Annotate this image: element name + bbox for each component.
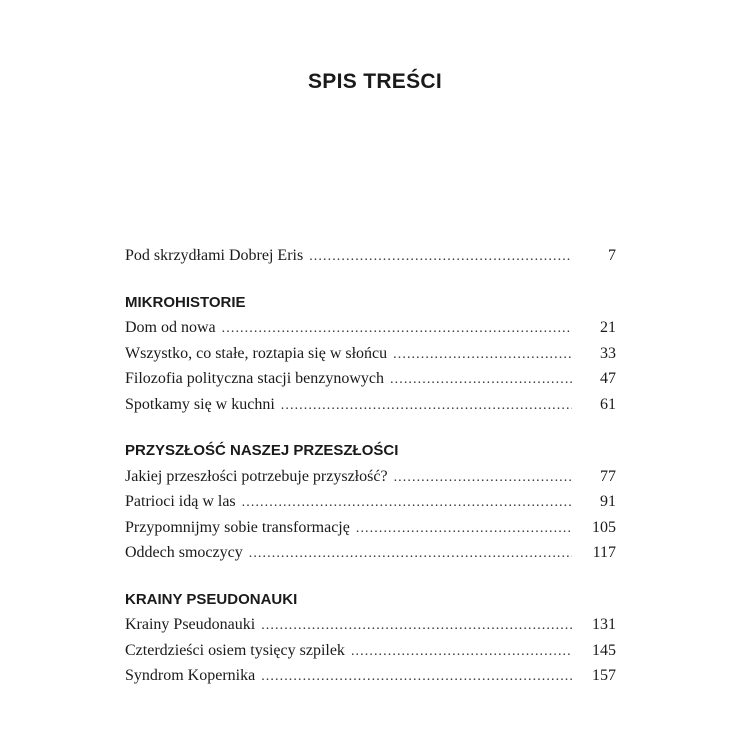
toc-entry-title: Syndrom Kopernika [125,667,256,684]
toc-entry-page: 117 [592,544,616,561]
dot-leader [390,367,572,393]
dot-leader [242,490,572,516]
dot-leader [281,393,572,419]
toc-entry[interactable] [125,663,616,689]
toc-entry-page: 105 [592,518,616,536]
toc-section-mikrohistorie [125,290,616,418]
toc-entry-page: 91 [600,493,616,510]
toc-entry-title: Patrioci idą w las [125,493,236,510]
toc-entry-title: Krainy Pseudonauki [125,616,256,633]
toc-entry-title: Pod skrzydłami Dobrej Eris [125,247,304,264]
toc-entry[interactable] [125,366,616,392]
toc-entry-page: 131 [592,616,616,633]
toc-entry[interactable] [125,540,616,566]
toc-entry-page: 61 [600,395,616,413]
dot-leader [356,516,572,542]
toc-entry[interactable] [125,489,616,515]
dot-leader [394,465,572,491]
page-title: SPIS TREŚCI [308,70,442,93]
toc-entry[interactable] [125,315,616,341]
toc-entry[interactable] [125,392,616,418]
toc-entry[interactable] [125,612,616,638]
toc-entry-page: 77 [600,467,616,485]
toc-entry-page: 7 [608,247,616,264]
toc-entry-page: 157 [592,667,616,684]
toc-entry-title: Jakiej przeszłości potrzebuje przyszłość? [125,467,388,485]
toc-entry-title: Filozofia polityczna stacji benzynowych [125,370,385,387]
toc-entry-title: Oddech smoczycy [125,544,243,561]
toc-entry[interactable] [125,638,616,664]
section-heading: PRZYSZŁOŚĆ NASZEJ PRZESZŁOŚCI [125,442,399,459]
toc-section-przyszlosc [125,438,616,566]
toc-entry-title: Czterdzieści osiem tysięcy szpilek [125,641,345,659]
toc-entry-page: 145 [592,641,616,659]
toc-entry-title: Spotkamy się w kuchni [125,395,275,413]
dot-leader [261,613,572,639]
dot-leader [393,342,572,368]
dot-leader [351,639,572,665]
toc-entry-title: Dom od nowa [125,319,216,336]
toc-entry[interactable] [125,464,616,490]
toc-entry[interactable] [125,341,616,367]
dot-leader [309,244,572,270]
section-heading: MIKROHISTORIE [125,293,246,311]
toc-entry-title: Wszystko, co stałe, roztapia się w słońcu [125,344,388,362]
toc-entry-title: Przypomnijmy sobie transformację [125,518,350,536]
toc-entry[interactable] [125,243,616,269]
toc-entry-page: 47 [600,370,616,387]
section-heading: KRAINY PSEUDONAUKI [125,590,298,608]
toc-entry[interactable] [125,515,616,541]
toc-section-krainy-pseudonauki [125,587,616,689]
dot-leader [261,664,572,690]
dot-leader [249,541,572,567]
dot-leader [222,316,572,342]
toc-entry-page: 21 [600,319,616,336]
table-of-contents [125,243,616,689]
toc-entry-page: 33 [600,344,616,362]
